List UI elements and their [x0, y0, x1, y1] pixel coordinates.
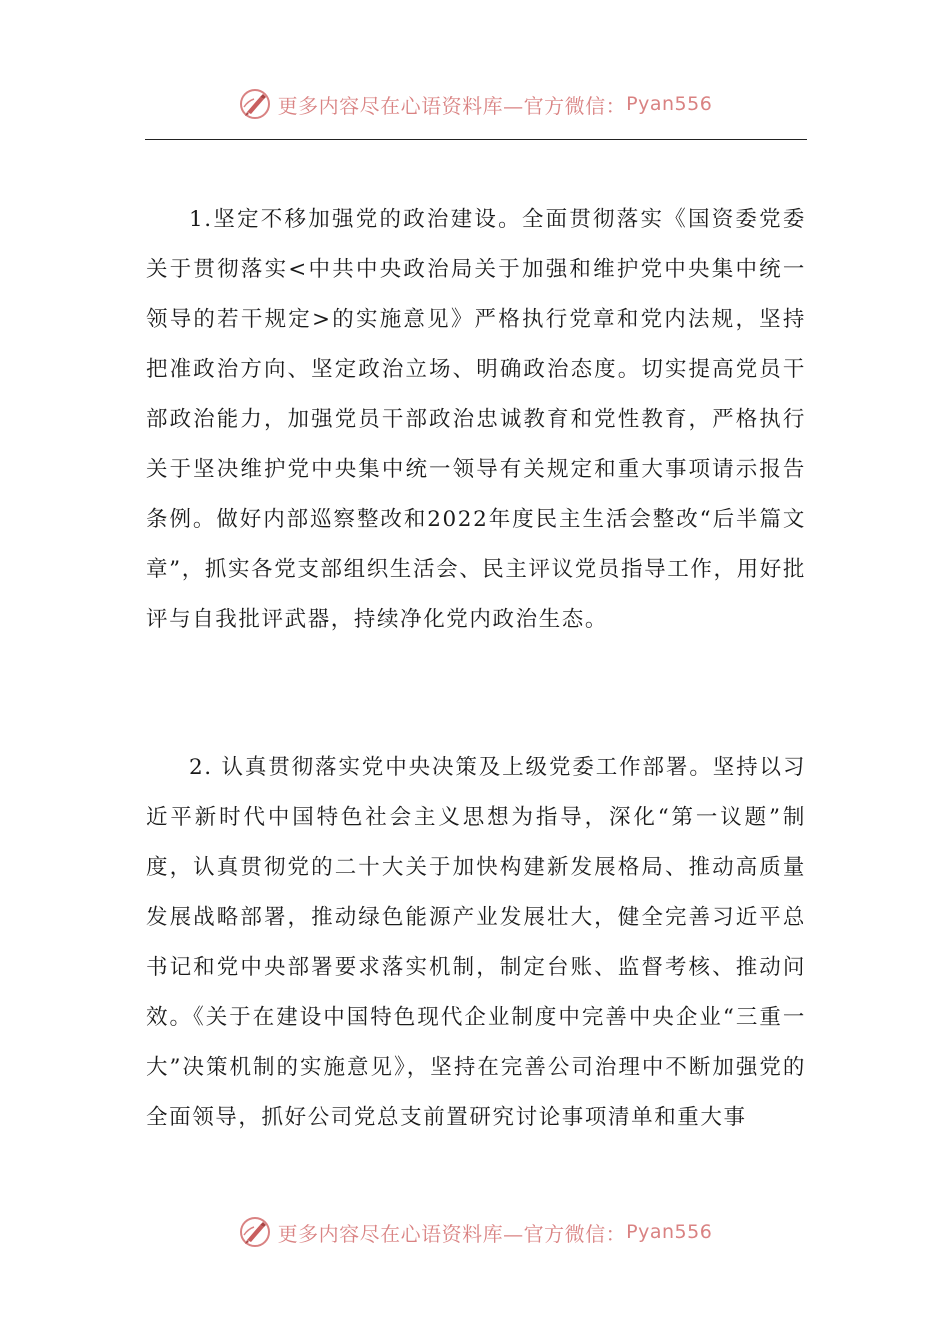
pen-nib-logo-icon [238, 87, 272, 121]
pen-nib-logo-icon [238, 1215, 272, 1249]
body-paragraph-2: 2. 认真贯彻落实党中央决策及上级党委工作部署。坚持以习近平新时代中国特色社会主义思想为指导，深化“第一议题”制度，认真贯彻党的二十大关于加快构建新发展格局、推动高质量发展战略部署，推动绿色能源产业发展壮大，健全完善习近平总书记和党中央部署要求落实机制，制定台账、监督考核、推动问效。《关于在建设中国特色现代企业制度中完善中央企业“三重一大”决策机制的实施意见》，坚持在完善公司治理中不断加强党的全面领导，抓好公司党总支前置研究讨论事项清单和重大事 [146, 755, 806, 1130]
header-divider [145, 139, 807, 140]
footer-watermark [0, 1210, 950, 1254]
watermark-text: 更多内容尽在心语资料库—官方微信： [277, 1221, 627, 1246]
watermark-wechat-id: Pyan556 [626, 1221, 713, 1243]
body-paragraph-1: 1.坚定不移加强党的政治建设。全面贯彻落实《国资委党委关于贯彻落实<中共中央政治局关于加强和维护党中央集中统一领导的若干规定>的实施意见》严格执行党章和党内法规，坚持把准政治方向、坚定政治立场、明确政治态度。切实提高党员干部政治能力，加强党员干部政治忠诚教育和党性教育，严格执行关于坚决维护党中央集中统一领导有关规定和重大事项请示报告条例。做好内部巡察整改和2022年度民主生活会整改“后半篇文章”，抓实各党支部组织生活会、民主评议党员指导工作，用好批评与自我批评武器，持续净化党内政治生态。 [146, 207, 806, 632]
header-watermark [0, 82, 950, 126]
watermark-wechat-id: Pyan556 [626, 93, 713, 115]
watermark-text: 更多内容尽在心语资料库—官方微信： [277, 93, 627, 118]
